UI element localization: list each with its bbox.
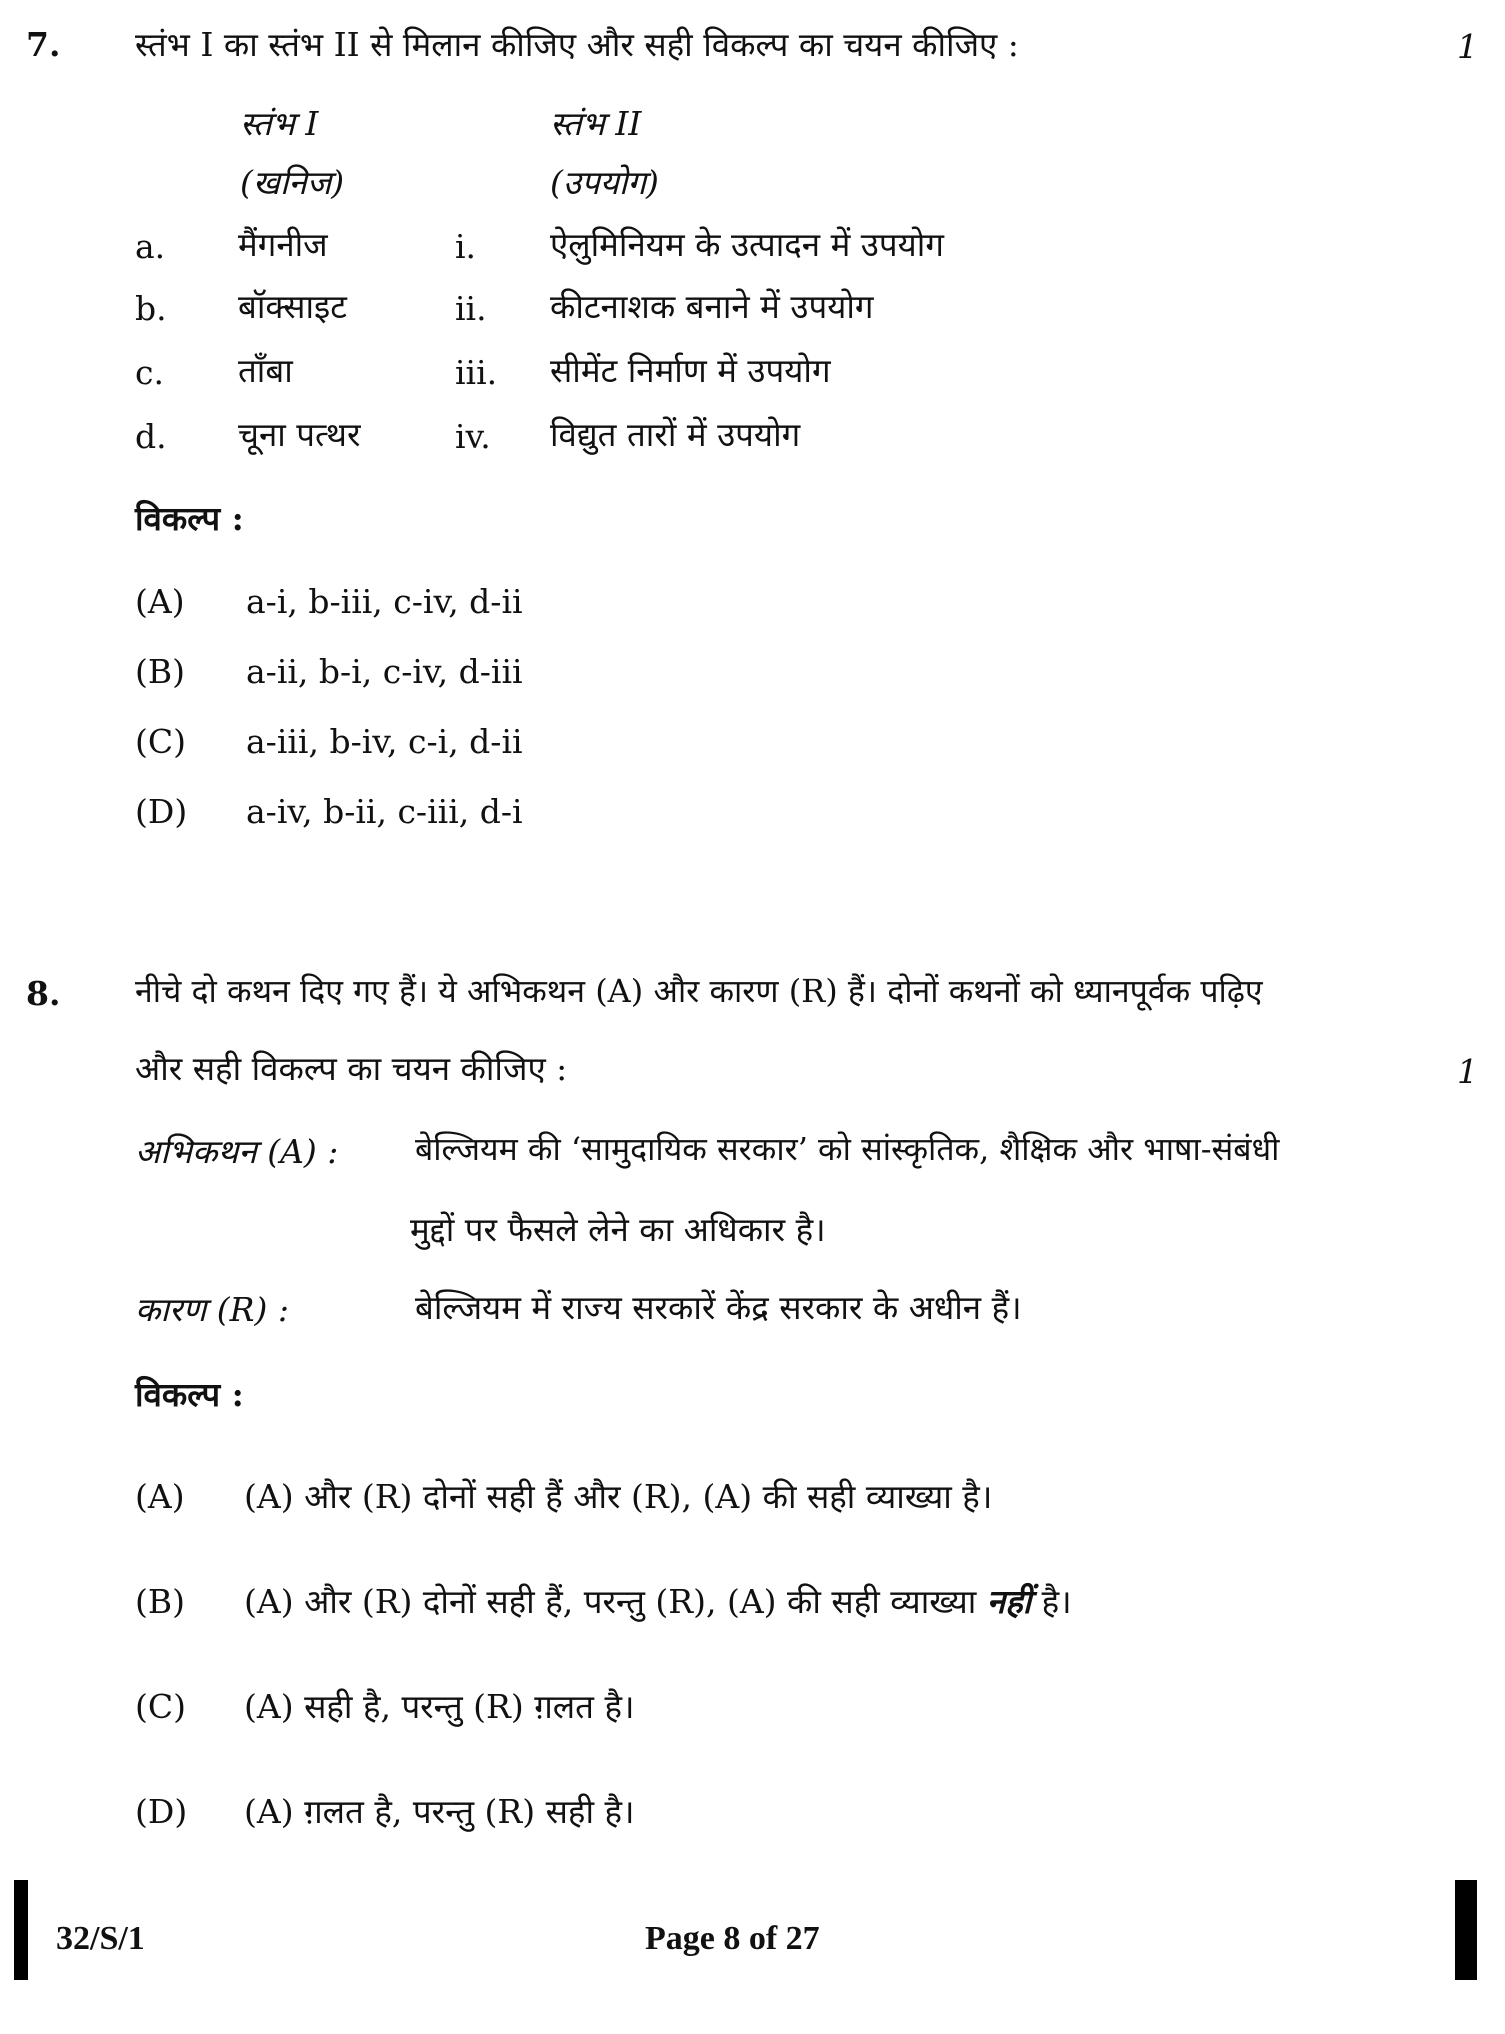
footer-left-bar (14, 1880, 28, 1980)
q7-option-text: a-i, b-iii, c-iv, d-ii (246, 582, 523, 621)
q7-option-label: (B) (135, 652, 185, 691)
q7-number: 7. (26, 25, 61, 64)
q7-col1-header: स्तंभ I (240, 104, 319, 143)
q7-col1-sub: (खनिज) (240, 163, 345, 202)
q7-option-text: a-ii, b-i, c-iv, d-iii (246, 652, 523, 691)
q8-assertion-line2: मुद्दों पर फैसले लेने का अधिकार है। (410, 1210, 826, 1249)
q7-row-key: b. (135, 289, 167, 328)
q8-marks: 1 (1457, 1052, 1478, 1091)
q8-stem-line1: नीचे दो कथन दिए गए हैं। ये अभिकथन (A) और कारण (R) हैं। दोनों कथनों को ध्यानपूर्वक पढ़िए (135, 972, 1263, 1010)
q8-reason-label: कारण (R) : (135, 1290, 289, 1329)
q7-options-label: विकल्प : (135, 499, 244, 538)
q7-row-num: i. (455, 227, 477, 266)
q7-row-num: ii. (455, 289, 487, 328)
q7-option-label: (C) (135, 722, 186, 761)
q7-row-num: iv. (455, 417, 491, 456)
q7-row-key: d. (135, 417, 167, 456)
q8-stem-line2: और सही विकल्प का चयन कीजिए : (135, 1049, 568, 1088)
q7-col2-sub: (उपयोग) (550, 163, 659, 202)
q7-row-item: चूना पत्थर (238, 415, 361, 454)
q8-assertion-line1: बेल्जियम की ‘सामुदायिक सरकार’ को सांस्कृतिक, शैक्षिक और भाषा-संबंधी (415, 1130, 1280, 1168)
q7-row-item: बॉक्साइट (238, 287, 347, 326)
q8-reason-text: बेल्जियम में राज्य सरकारें केंद्र सरकार के अधीन हैं। (415, 1288, 1022, 1327)
q7-marks: 1 (1457, 27, 1478, 66)
q7-row-use: सीमेंट निर्माण में उपयोग (550, 351, 831, 390)
q7-row-num: iii. (455, 353, 498, 392)
q7-row-item: ताँबा (238, 351, 293, 390)
page-number: Page 8 of 27 (645, 1920, 820, 1957)
q7-row-key: a. (135, 227, 166, 266)
q7-row-use: ऐलुमिनियम के उत्पादन में उपयोग (550, 225, 944, 264)
q8-option-text (244, 1582, 1072, 1621)
q7-row-use: विद्युत तारों में उपयोग (550, 415, 801, 454)
q8-option-b-emphasis: नहीं (986, 1582, 1032, 1621)
q8-option-label: (A) (135, 1477, 185, 1516)
q8-option-label: (C) (135, 1687, 186, 1726)
q8-options-label: विकल्प : (135, 1375, 244, 1414)
q7-row-item: मैंगनीज (238, 225, 328, 264)
q8-assertion-label: अभिकथन (A) : (135, 1132, 339, 1171)
q8-option-text: (A) सही है, परन्तु (R) ग़लत है। (244, 1687, 635, 1726)
q8-option-label: (D) (135, 1792, 188, 1831)
q8-option-label: (B) (135, 1582, 185, 1621)
q8-option-b-text-before: (A) और (R) दोनों सही हैं, परन्तु (R), (A) की सही व्याख्या (244, 1582, 987, 1621)
q8-number: 8. (26, 974, 61, 1013)
footer-right-bar (1455, 1880, 1477, 1980)
q8-option-text: (A) और (R) दोनों सही हैं और (R), (A) की सही व्याख्या है। (244, 1477, 993, 1516)
q7-option-label: (D) (135, 792, 188, 831)
q7-row-key: c. (135, 353, 164, 392)
q7-option-text: a-iii, b-iv, c-i, d-ii (246, 722, 523, 761)
q7-option-text: a-iv, b-ii, c-iii, d-i (246, 792, 523, 831)
q7-stem: स्तंभ I का स्तंभ II से मिलान कीजिए और सही विकल्प का चयन कीजिए : (135, 25, 1019, 64)
q7-option-label: (A) (135, 582, 185, 621)
q8-option-text: (A) ग़लत है, परन्तु (R) सही है। (244, 1792, 635, 1831)
q8-option-b-text-after: है। (1031, 1582, 1072, 1621)
paper-code: 32/S/1 (56, 1920, 145, 1957)
q7-col2-header: स्तंभ II (550, 104, 642, 143)
q7-row-use: कीटनाशक बनाने में उपयोग (550, 287, 874, 326)
